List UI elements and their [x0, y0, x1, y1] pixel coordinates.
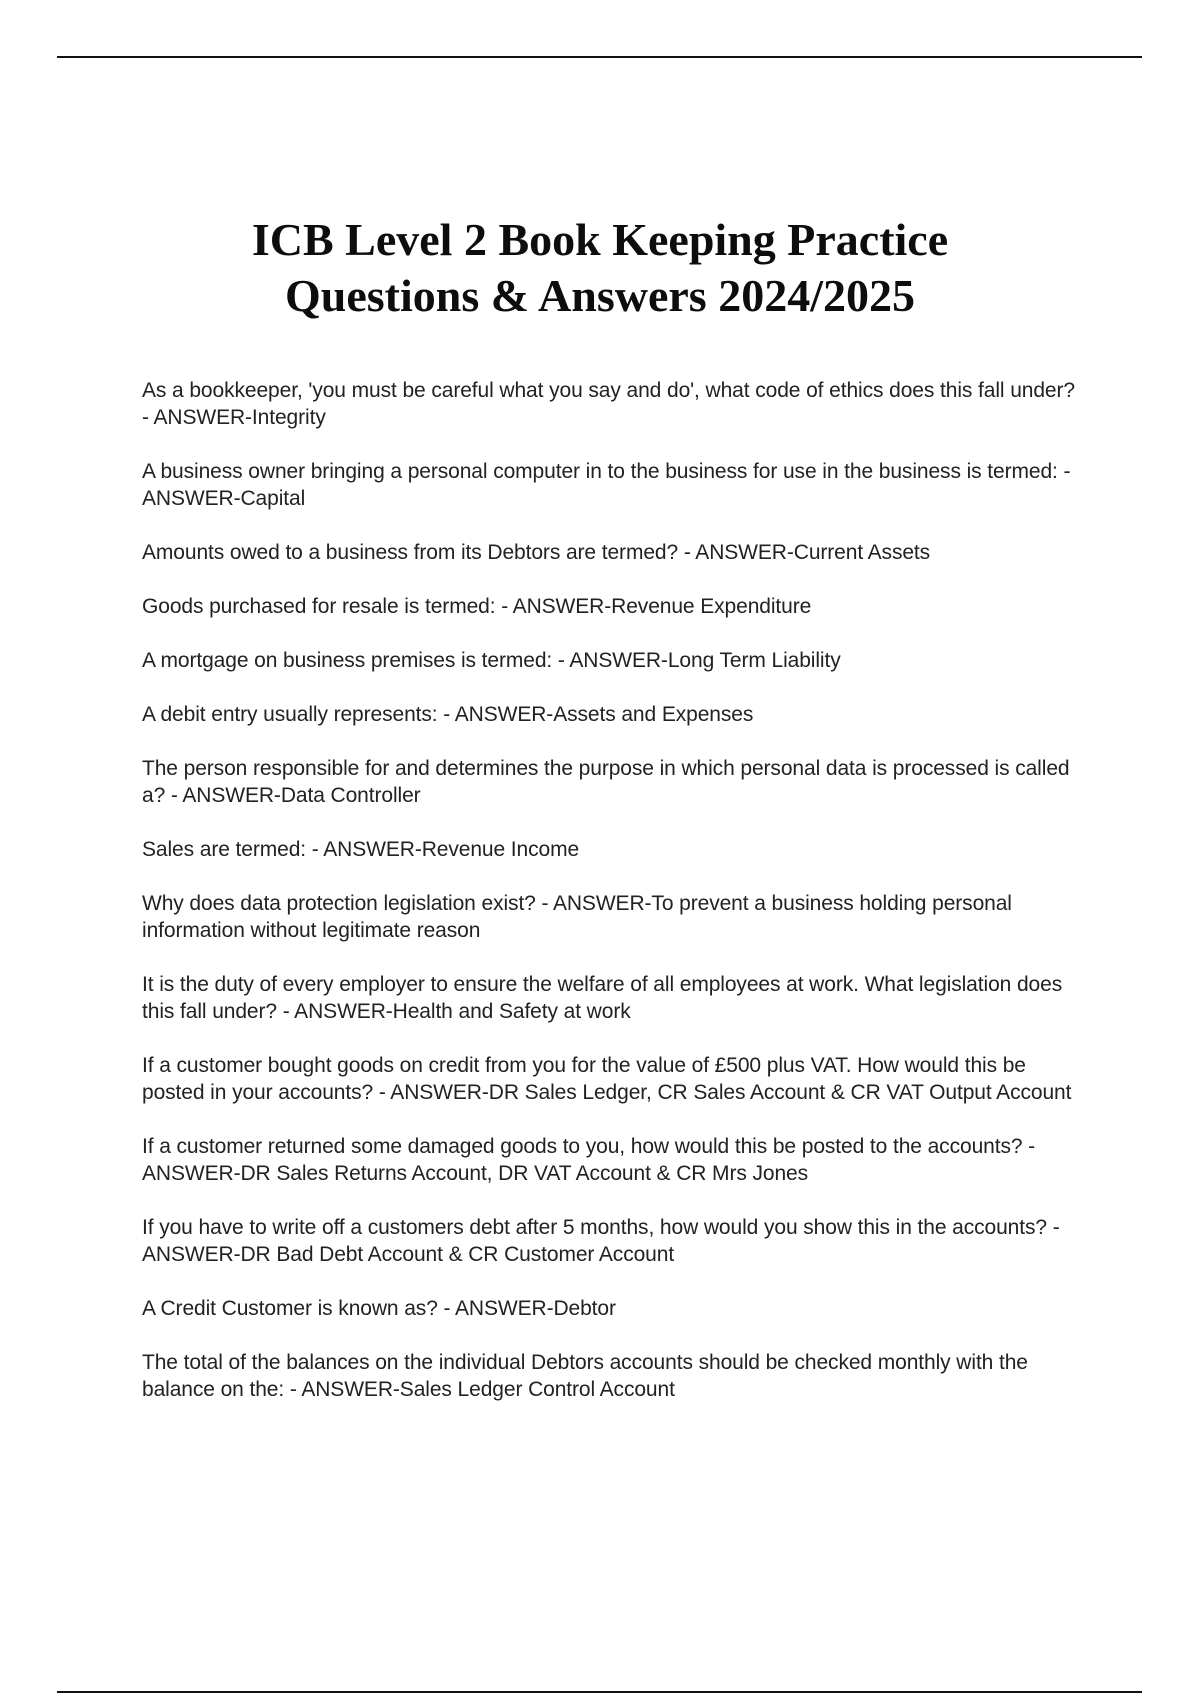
header-rule — [57, 56, 1142, 58]
qa-item: A business owner bringing a personal computer in to the business for use in the business is termed: - ANSWER-Capital — [142, 460, 1071, 510]
qa-item: Amounts owed to a business from its Debtors are termed? - ANSWER-Current Assets — [142, 541, 931, 564]
qa-item: A debit entry usually represents: - ANSWER-Assets and Expenses — [142, 703, 754, 726]
qa-item: If a customer returned some damaged goods to you, how would this be posted to the accounts? - ANSWER-DR Sales Returns Account, DR VAT Account & CR Mrs Jones — [142, 1135, 1036, 1185]
qa-item: A Credit Customer is known as? - ANSWER-Debtor — [142, 1297, 616, 1320]
title-line-1: ICB Level 2 Book Keeping Practice — [251, 214, 949, 265]
qa-list — [142, 377, 1082, 1430]
qa-item: If you have to write off a customers debt after 5 months, how would you show this in the accounts? - ANSWER-DR Bad Debt Account & CR Customer Account — [142, 1216, 1060, 1266]
qa-item: The person responsible for and determines the purpose in which personal data is processed is called a? - ANSWER-Data Controller — [142, 757, 1070, 807]
qa-item: As a bookkeeper, 'you must be careful what you say and do', what code of ethics does this fall under? - ANSWER-Integrity — [142, 379, 1075, 429]
qa-item: It is the duty of every employer to ensure the welfare of all employees at work. What legislation does this fall under? - ANSWER-Health and Safety at work — [142, 973, 1063, 1023]
qa-item: Sales are termed: - ANSWER-Revenue Income — [142, 838, 580, 861]
qa-item: The total of the balances on the individual Debtors accounts should be checked monthly with the balance on the: - ANSWER-Sales Ledger Control Account — [142, 1351, 1028, 1401]
document-title — [0, 212, 1200, 324]
qa-item: A mortgage on business premises is termed: - ANSWER-Long Term Liability — [142, 649, 841, 672]
qa-item: Goods purchased for resale is termed: - ANSWER-Revenue Expenditure — [142, 595, 812, 618]
qa-item: Why does data protection legislation exist? - ANSWER-To prevent a business holding personal information without legitimate reason — [142, 892, 1012, 942]
title-line-2: Questions & Answers 2024/2025 — [285, 270, 915, 321]
qa-item: If a customer bought goods on credit from you for the value of £500 plus VAT. How would this be posted in your accounts? - ANSWER-DR Sales Ledger, CR Sales Account & CR VAT Output Account — [142, 1054, 1072, 1104]
footer-rule — [57, 1691, 1142, 1693]
